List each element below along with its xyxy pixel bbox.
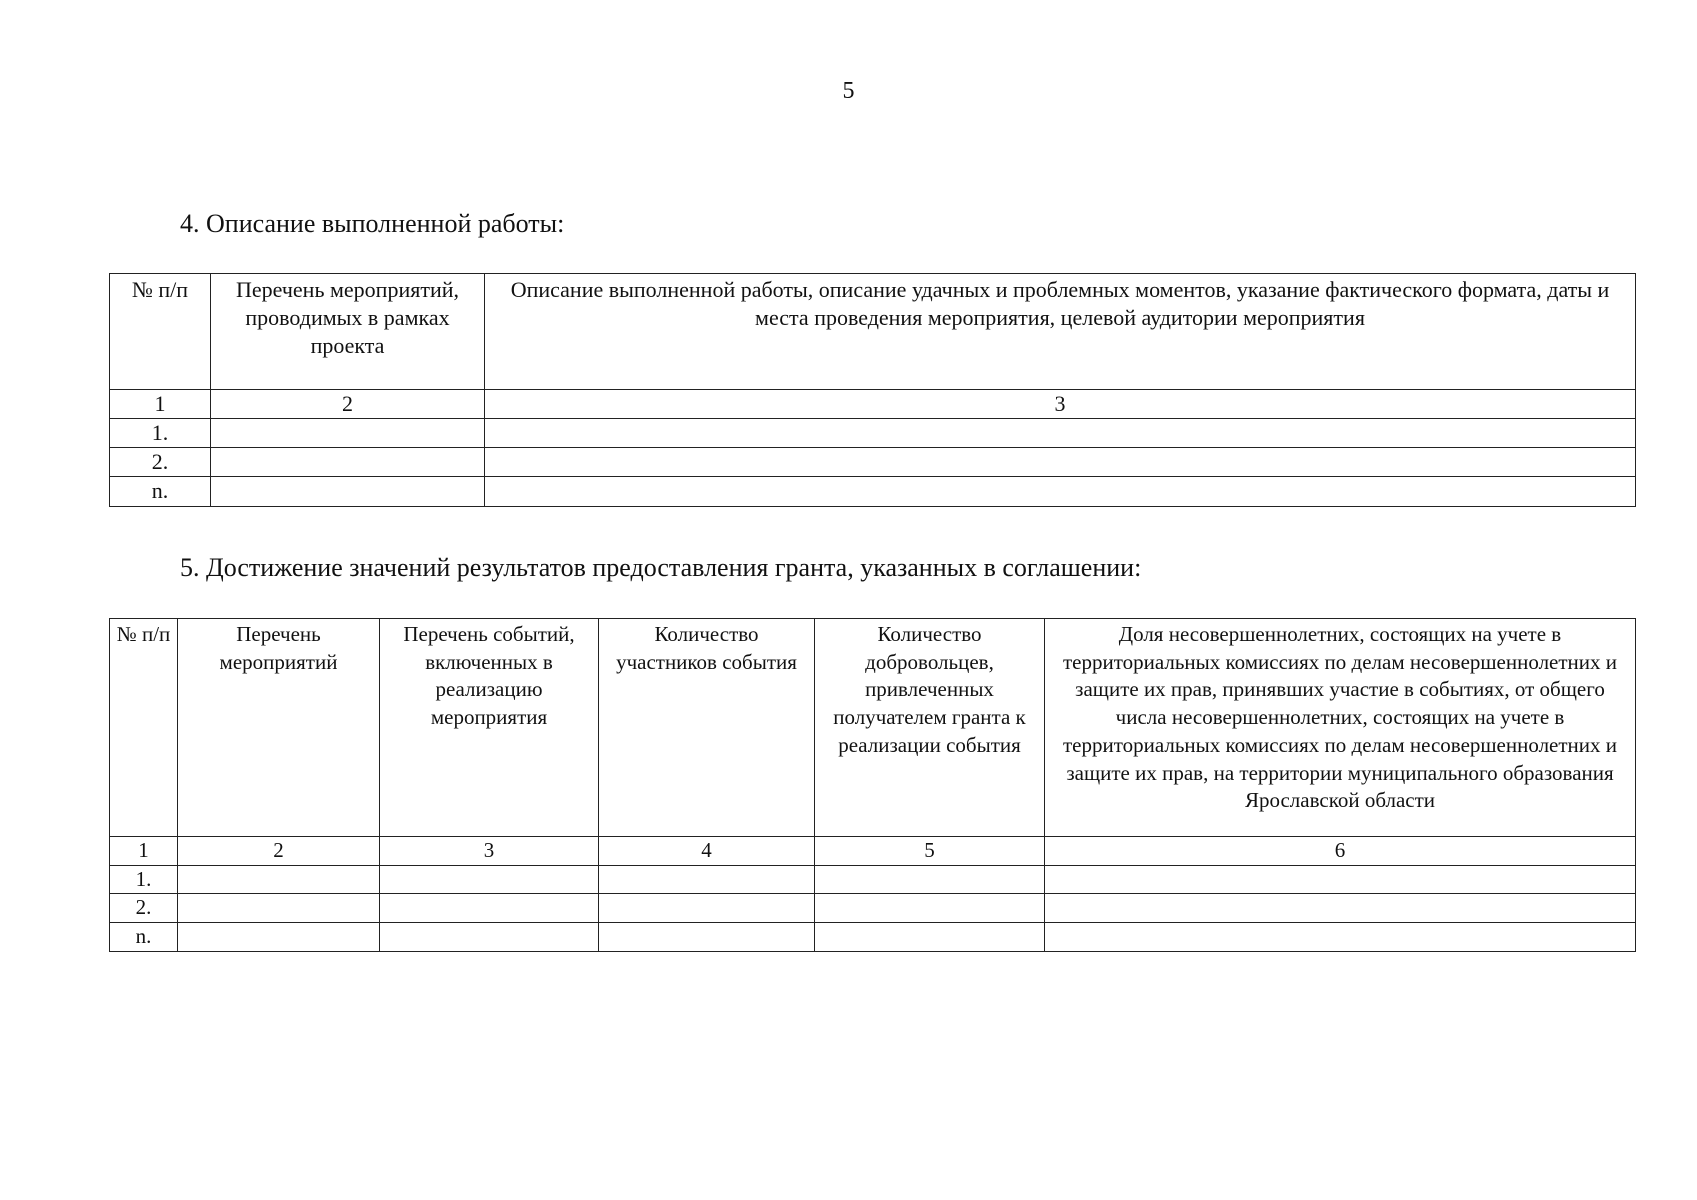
- table-cell: [485, 477, 1636, 506]
- header-cell-events-list: Перечень мероприятий, проводимых в рамках проекта: [211, 274, 485, 390]
- header-cell-number: № п/п: [110, 274, 211, 390]
- table-cell: [485, 419, 1636, 448]
- column-number: 1: [110, 837, 178, 866]
- work-description-table: [109, 273, 1636, 507]
- table-cell: [178, 923, 380, 952]
- table-cell: [1045, 865, 1636, 894]
- table-cell: [380, 865, 599, 894]
- table-cell: [380, 894, 599, 923]
- table-cell: [815, 865, 1045, 894]
- grant-results-table: [109, 618, 1636, 952]
- table-cell: [599, 865, 815, 894]
- table-cell: [1045, 923, 1636, 952]
- table-cell: [178, 894, 380, 923]
- column-numbers-row: [110, 837, 1636, 866]
- table-row: [110, 923, 1636, 952]
- row-number-cell: 1.: [110, 865, 178, 894]
- column-number: 2: [178, 837, 380, 866]
- row-number-cell: n.: [110, 477, 211, 506]
- row-number-cell: 1.: [110, 419, 211, 448]
- header-cell-work-description: Описание выполненной работы, описание удачных и проблемных моментов, указание фактического формата, даты и места проведения мероприятия, целевой аудитории мероприятия: [485, 274, 1636, 390]
- table-row: [110, 419, 1636, 448]
- row-number-cell: 2.: [110, 448, 211, 477]
- table-row: [110, 477, 1636, 506]
- header-cell-events-list: Перечень мероприятий: [178, 619, 380, 837]
- header-cell-minors-share: Доля несовершеннолетних, состоящих на учете в территориальных комиссиях по делам несовершеннолетних и защите их прав, принявших участие в событиях, от общего числа несовершеннолетних, состоящих на учете в территориальных комиссиях по делам несовершеннолетних и защите их прав, на территории муниципального образования Ярославской области: [1045, 619, 1636, 837]
- table-cell: [815, 923, 1045, 952]
- table-row: [110, 894, 1636, 923]
- row-number-cell: 2.: [110, 894, 178, 923]
- header-cell-volunteers-count: Количество добровольцев, привлеченных получателем гранта к реализации события: [815, 619, 1045, 837]
- table-header-row: [110, 274, 1636, 390]
- table-cell: [599, 923, 815, 952]
- table-cell: [485, 448, 1636, 477]
- table-cell: [178, 865, 380, 894]
- table-row: [110, 448, 1636, 477]
- table-cell: [815, 894, 1045, 923]
- section-4-heading: 4. Описание выполненной работы:: [180, 209, 565, 238]
- column-numbers-row: [110, 390, 1636, 419]
- column-number: 5: [815, 837, 1045, 866]
- table-cell: [599, 894, 815, 923]
- column-number: 3: [485, 390, 1636, 419]
- table-row: [110, 865, 1636, 894]
- table-cell: [380, 923, 599, 952]
- section-5-heading: 5. Достижение значений результатов предоставления гранта, указанных в соглашении:: [180, 553, 1142, 582]
- header-cell-occasions-list: Перечень событий, включенных в реализацию мероприятия: [380, 619, 599, 837]
- column-number: 4: [599, 837, 815, 866]
- table-cell: [211, 477, 485, 506]
- table-cell: [1045, 894, 1636, 923]
- table-cell: [211, 448, 485, 477]
- table-cell: [211, 419, 485, 448]
- table-header-row: [110, 619, 1636, 837]
- column-number: 3: [380, 837, 599, 866]
- column-number: 2: [211, 390, 485, 419]
- column-number: 1: [110, 390, 211, 419]
- column-number: 6: [1045, 837, 1636, 866]
- header-cell-number: № п/п: [110, 619, 178, 837]
- page-number: 5: [842, 78, 855, 104]
- row-number-cell: n.: [110, 923, 178, 952]
- header-cell-participants-count: Количество участников события: [599, 619, 815, 837]
